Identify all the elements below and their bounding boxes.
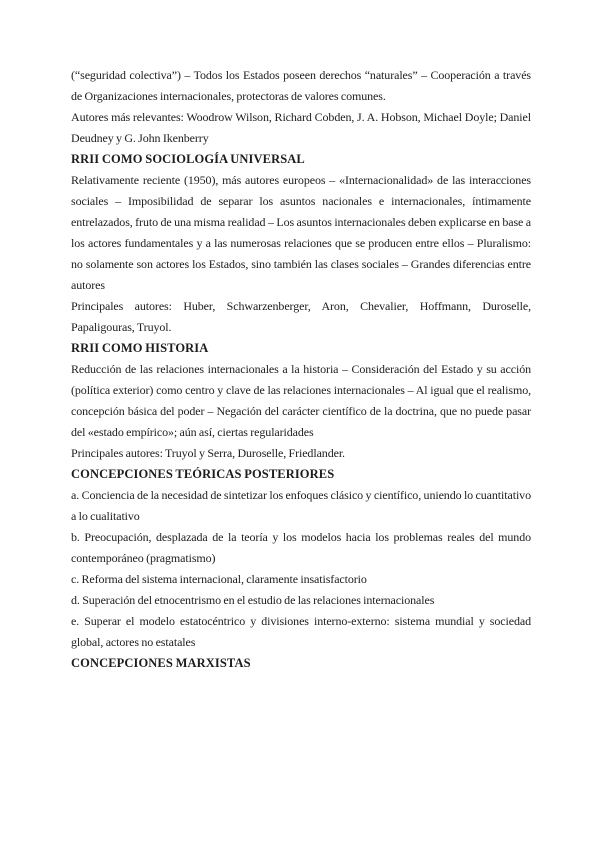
intro-paragraph: (“seguridad colectiva”) – Todos los Estados poseen derechos “naturales” – Cooperación a través de Organizaciones internacionales, protectoras de valores comunes. bbox=[71, 68, 531, 103]
list-item-b: b. Preocupación, desplazada de la teoría y los modelos hacia los problemas reales del mundo contemporáneo (pragmatismo) bbox=[71, 530, 531, 565]
list-item-c: c. Reforma del sistema internacional, claramente insatisfactorio bbox=[71, 572, 367, 586]
section-authors-line: Principales autores: Huber, Schwarzenberger, Aron, Chevalier, Hoffmann, Duroselle, Papaligouras, Truyol. bbox=[71, 299, 531, 334]
section-paragraph: Relativamente reciente (1950), más autores europeos – «Internacionalidad» de las interacciones sociales – Imposibilidad de separar los asuntos nacionales e internacionales, íntimamente entrelazados, fruto de una misma realidad – Los asuntos internacionales deben explicarse en base a los actores fundamentales y a las numerosas relaciones que se producen entre ellos – Pluralismo: no solamente son actores los Estados, sino también las clases sociales – Grandes diferencias entre autores bbox=[71, 173, 531, 292]
intro-authors-line: Autores más relevantes: Woodrow Wilson, Richard Cobden, J. A. Hobson, Michael Doyle; Daniel Deudney y G. John Ikenberry bbox=[71, 110, 531, 145]
section-heading-concepciones-teoricas: CONCEPCIONES TEÓRICAS POSTERIORES bbox=[71, 467, 335, 481]
section-authors-line: Principales autores: Truyol y Serra, Duroselle, Friedlander. bbox=[71, 446, 345, 460]
list-item-d: d. Superación del etnocentrismo en el estudio de las relaciones internacionales bbox=[71, 593, 435, 607]
section-heading-sociologia-universal: RRII COMO SOCIOLOGÍA UNIVERSAL bbox=[71, 152, 305, 166]
section-heading-historia: RRII COMO HISTORIA bbox=[71, 341, 209, 355]
list-item-a: a. Conciencia de la necesidad de sintetizar los enfoques clásico y científico, uniendo lo cuantitativo a lo cualitativo bbox=[71, 488, 531, 523]
section-paragraph: Reducción de las relaciones internacionales a la historia – Consideración del Estado y su acción (política exterior) como centro y clave de las relaciones internacionales – Al igual que el realismo, concepción básica del poder – Negación del carácter científico de la doctrina, que no puede pasar del «estado empírico»; aún así, ciertas regularidades bbox=[71, 362, 531, 439]
section-heading-concepciones-marxistas: CONCEPCIONES MARXISTAS bbox=[71, 656, 251, 670]
list-item-e: e. Superar el modelo estatocéntrico y divisiones interno-externo: sistema mundial y sociedad global, actores no estatales bbox=[71, 614, 531, 649]
